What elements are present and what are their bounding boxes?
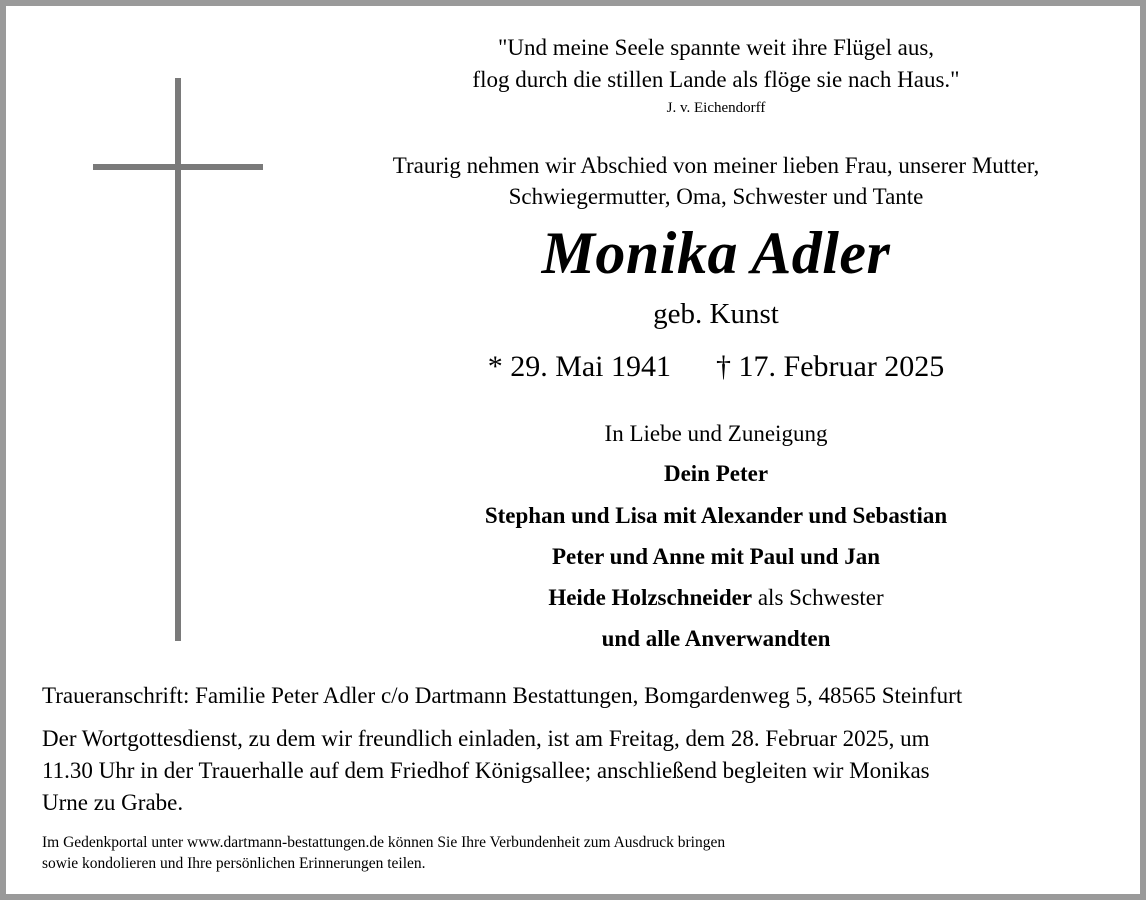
quote-author: J. v. Eichendorff [666,100,766,116]
quote-line-2: flog durch die stillen Lande als flöge sie nach Haus." [472,67,960,92]
service-line-1: Der Wortgottesdienst, zu dem wir freundlich einladen, ist am Freitag, dem 28. Februar 2025, um [42,726,930,751]
birth-name: geb. Kunst [653,298,779,330]
life-dates [286,350,1146,384]
death-date: † 17. Februar 2025 [716,350,945,383]
mourner-line-4-name: Heide Holzschneider [548,585,753,610]
service-line-2: 11.30 Uhr in der Trauerhalle auf dem Friedhof Königsallee; anschließend begleiten wir Monikas [42,758,930,783]
birth-date: * 29. Mai 1941 [487,350,672,383]
intro-line-2: Schwiegermutter, Oma, Schwester und Tante [508,184,924,209]
deceased-name: Monika Adler [541,220,891,286]
mourner-line-4 [286,585,1146,611]
quote-line-1: "Und meine Seele spannte weit ihre Flügel aus, [497,35,935,60]
mourners-intro: In Liebe und Zuneigung [604,421,828,446]
mourning-address: Traueranschrift: Familie Peter Adler c/o Dartmann Bestattungen, Bomgardenweg 5, 48565 Steinfurt [42,683,963,708]
service-line-3: Urne zu Grabe. [42,790,184,815]
mourner-line-3: Peter und Anne mit Paul und Jan [551,544,881,569]
mourner-line-2: Stephan und Lisa mit Alexander und Sebastian [484,503,948,528]
portal-line-2: sowie kondolieren und Ihre persönlichen Erinnerungen teilen. [42,855,426,872]
cross-icon-vertical [175,78,181,641]
intro-line-1: Traurig nehmen wir Abschied von meiner lieben Frau, unserer Mutter, [392,153,1040,178]
portal-line-1: Im Gedenkportal unter www.dartmann-bestattungen.de können Sie Ihre Verbundenheit zum Ausdruck bringen [42,834,726,851]
mourner-line-5: und alle Anverwandten [601,626,831,651]
cross-icon-horizontal [93,164,263,170]
mourner-line-4-relation: als Schwester [752,585,884,610]
mourner-line-1: Dein Peter [663,461,769,486]
